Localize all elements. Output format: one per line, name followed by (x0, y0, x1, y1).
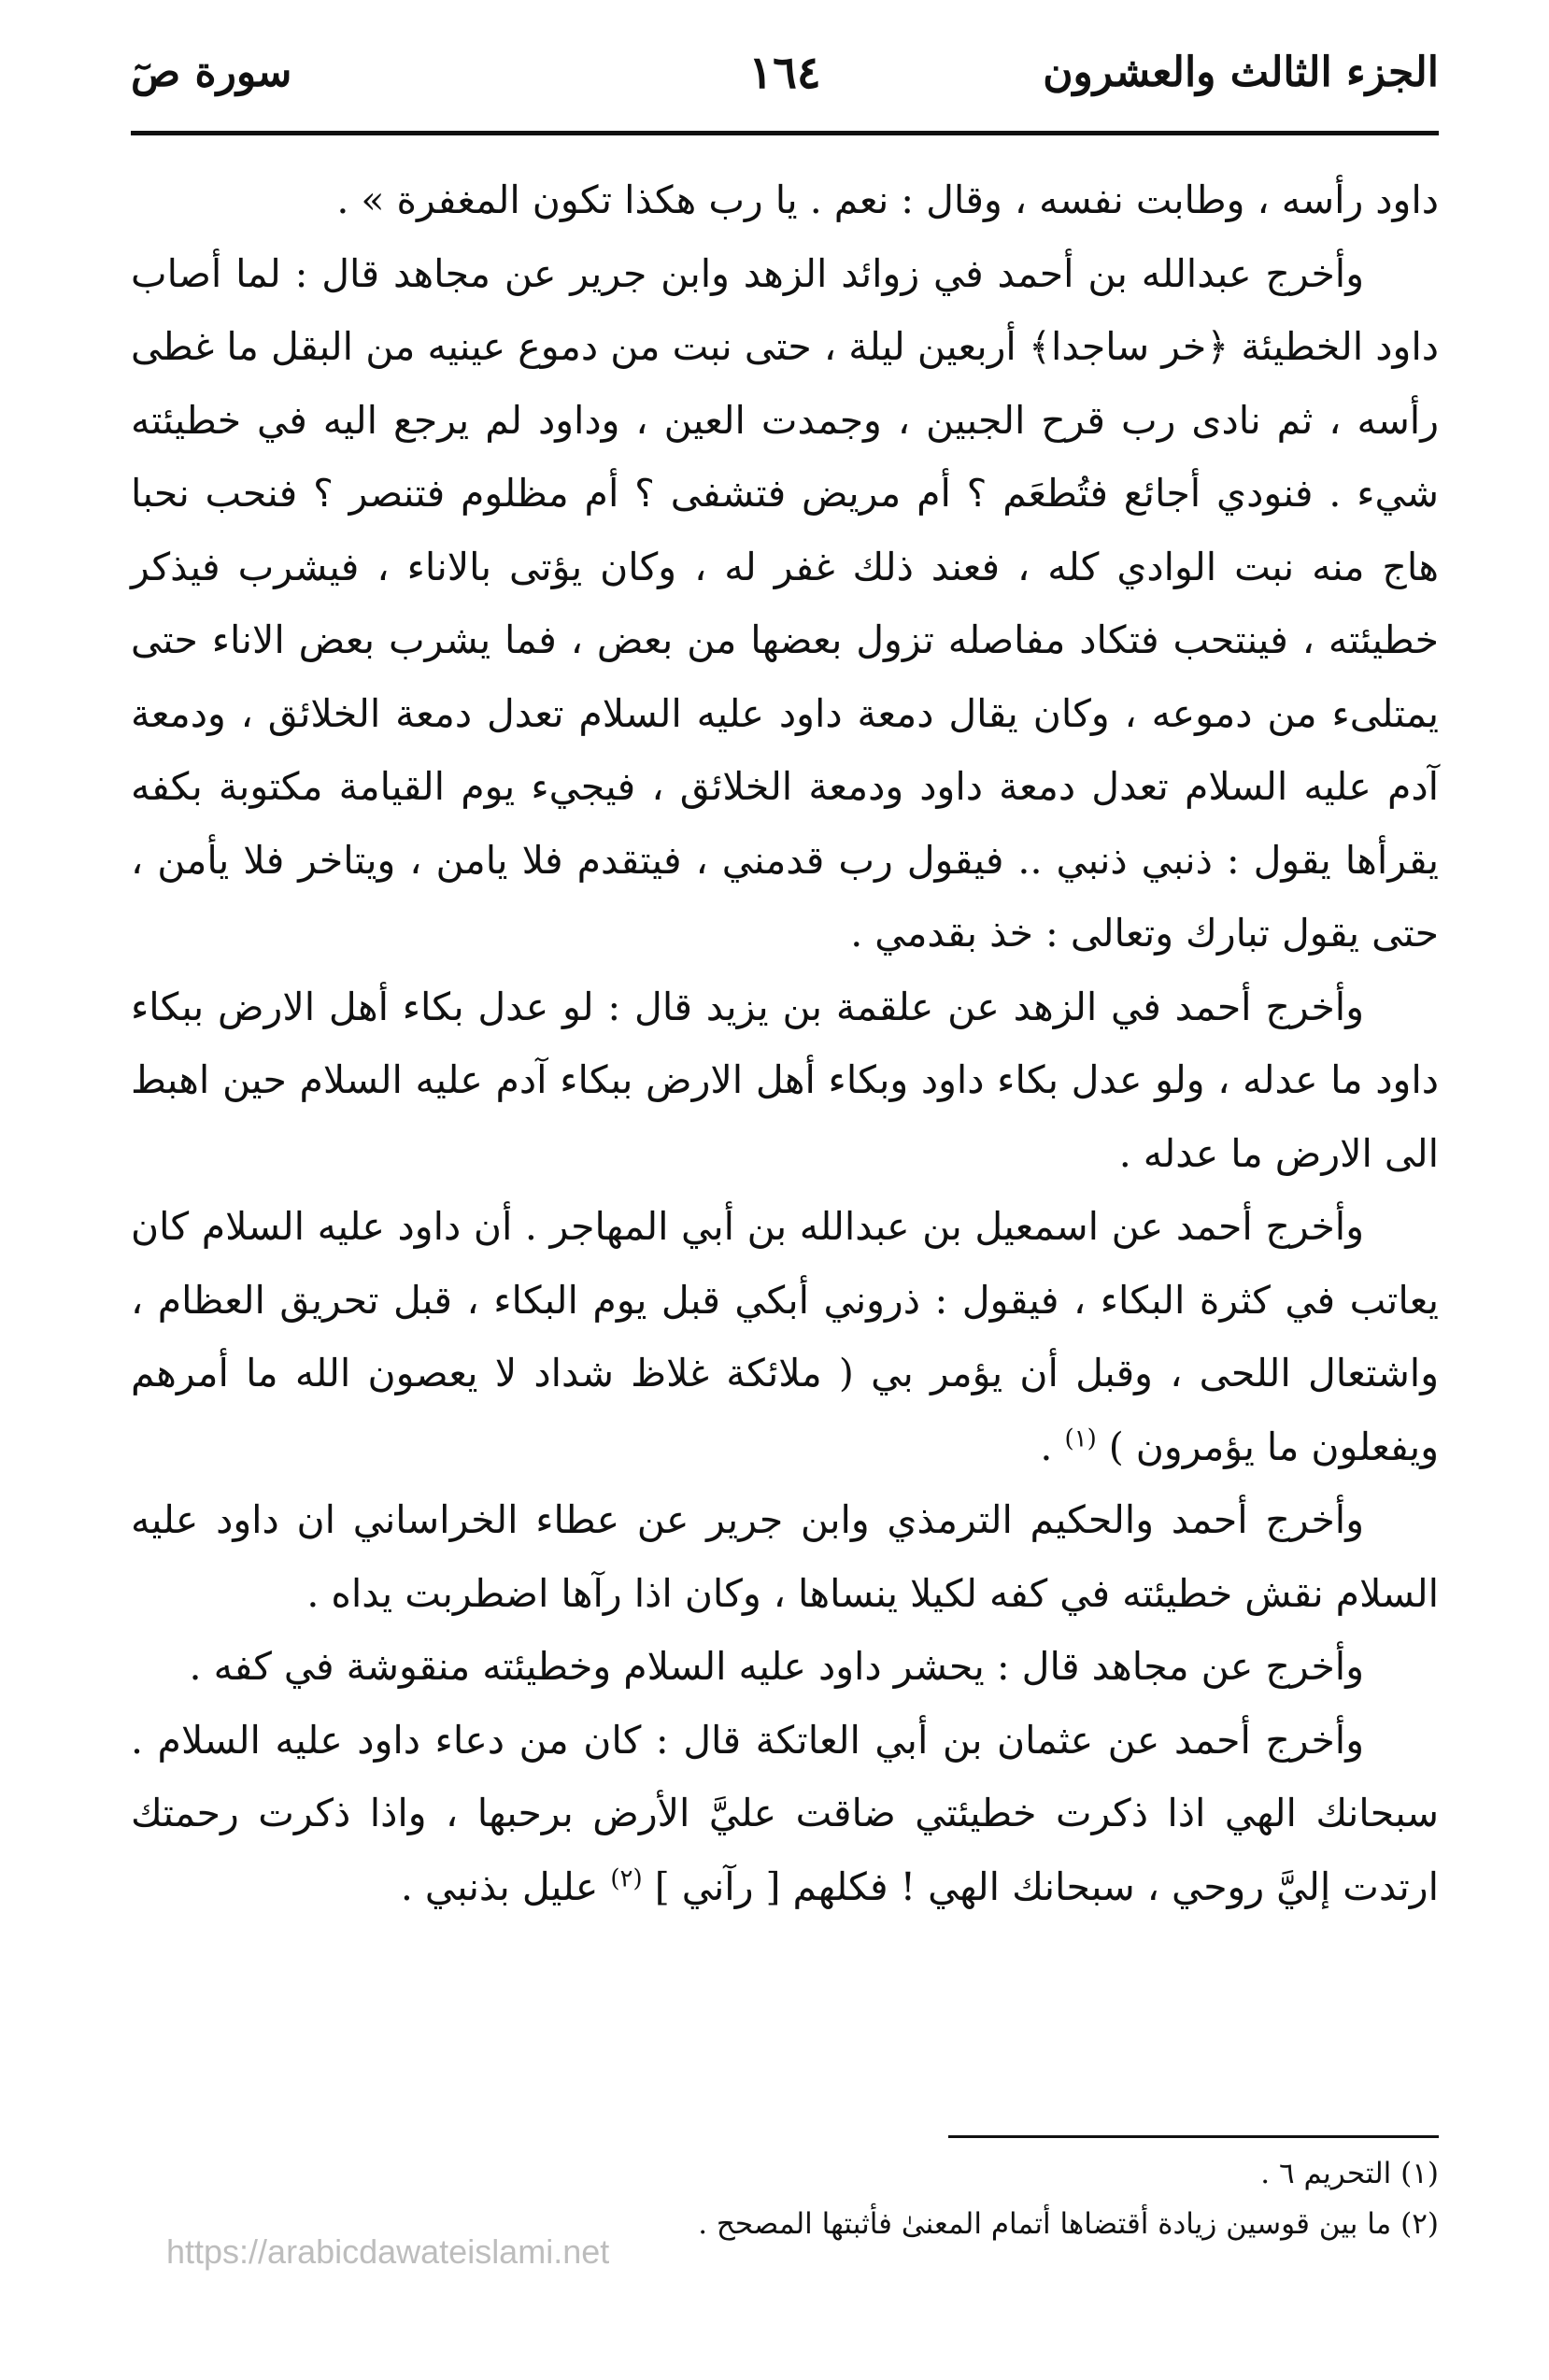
paragraph-mujahid-2: وأخرج عن مجاهد قال : يحشر داود عليه السلام وخطيئته منقوشة في كفه . (189, 1644, 1364, 1689)
paragraph-alqama: وأخرج أحمد في الزهد عن علقمة بن يزيد قال : لو عدل بكاء أهل الارض ببكاء داود ما عدله ، ولو عدل بكاء داود وبكاء أهل الارض ببكاء آدم عليه السلام حين اهبط الى الارض ما عدله . (131, 984, 1439, 1176)
footnote-1: (١) التحريم ٦ . (1260, 2157, 1439, 2190)
paragraph-ata: وأخرج أحمد والحكيم الترمذي وابن جرير عن عطاء الخراساني ان داود عليه السلام نقش خطيئته في كفه لكيلا ينساها ، وكان اذا رآها اضطربت يداه . (131, 1497, 1439, 1616)
paragraph-continuation: داود رأسه ، وطابت نفسه ، وقال : نعم . يا رب هكذا تكون المغفرة » . (336, 177, 1439, 222)
paragraph-uthman-text: وأخرج أحمد عن عثمان بن أبي العاتكة قال : كان من دعاء داود عليه السلام . سبحانك الهي اذا ذكرت خطيئتي ضاقت عليَّ الأرض برحبها ، واذا ذكرت رحمتك ارتدت إليَّ روحي ، سبحانك الهي ! فكلهم [ رآني ] (131, 1717, 1439, 1909)
header-divider (131, 131, 1439, 135)
footnote-divider (948, 2135, 1439, 2138)
page-number: ١٦٤ (748, 47, 821, 99)
footnote-ref-2[interactable]: (٢) (610, 1863, 643, 1892)
paragraph-ismail-text: وأخرج أحمد عن اسمعيل بن عبدالله بن أبي المهاجر . أن داود عليه السلام كان يعاتب في كثرة البكاء ، فيقول : ذروني أبكي قبل يوم البكاء ، قبل تحريق العظام ، واشتعال اللحى ، وقبل أن يؤمر بي ( ملائكة غلاظ شداد لا يعصون الله ما أمرهم ويفعلون ما يؤمرون ) (131, 1204, 1439, 1469)
surah-title: سورة صٓ (131, 49, 292, 96)
main-text (131, 163, 1439, 1923)
sentence-end: . (1040, 1424, 1053, 1469)
paragraph-mujahid: وأخرج عبدالله بن أحمد في زوائد الزهد وابن جرير عن مجاهد قال : لما أصاب داود الخطيئة ﴿خر ساجدا﴾ أربعين ليلة ، حتى نبت من دموع عينيه من البقل ما غطى رأسه ، ثم نادى رب قرح الجبين ، وجمدت العين ، وداود لم يرجع اليه في خطيئته شيء . فنودي أجائع فتُطعَم ؟ أم مريض فتشفى ؟ أم مظلوم فتنصر ؟ فنحب نحبا هاج منه نبت الوادي كله ، فعند ذلك غفر له ، وكان يؤتى بالاناء ، فيشرب فيذكر خطيئته ، فينتحب فتكاد مفاصله تزول بعضها من بعض ، فما يشرب بعض الاناء حتى يمتلىء من دموعه ، وكان يقال دمعة داود عليه السلام تعدل دمعة الخلائق ، ودمعة آدم عليه السلام تعدل دمعة داود ودمعة الخلائق ، فيجيء يوم القيامة مكتوبة بكفه يقرأها يقول : ذنبي ذنبي .. فيقول رب قدمني ، فيتقدم فلا يامن ، ويتاخر فلا يأمن ، حتى يقول تبارك وتعالى : خذ بقدمي . (131, 250, 1439, 956)
paragraph-ismail (131, 1190, 1439, 1483)
paragraph-uthman-end: عليل بذنبي . (400, 1863, 599, 1909)
footnote-2: (٢) ما بين قوسين زيادة أقتضاها أتمام المعنىٰ فأثبتها المصحح . (698, 2207, 1439, 2241)
watermark-url: https://arabicdawateislami.net (166, 2232, 610, 2271)
running-header (131, 35, 1439, 120)
footnote-ref-1[interactable]: (١) (1064, 1424, 1097, 1452)
paragraph-uthman (131, 1704, 1439, 1924)
part-title: الجزء الثالث والعشرون (1043, 49, 1439, 96)
